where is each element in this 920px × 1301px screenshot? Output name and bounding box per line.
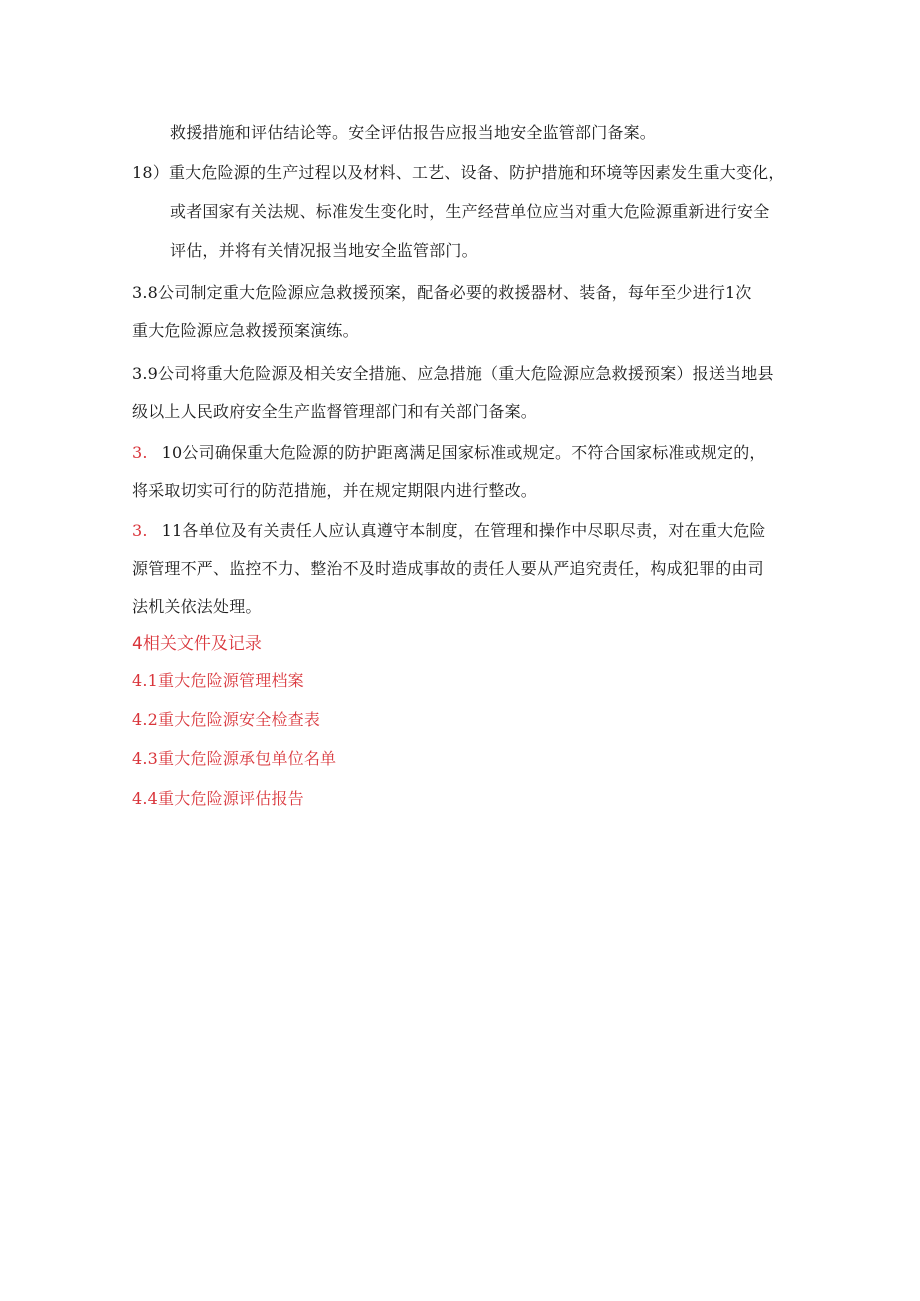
clause-3-11-line1 bbox=[132, 520, 766, 542]
clause-3-10-text: 10公司确保重大危险源的防护距离满足国家标准或规定。不符合国家标准或规定的， bbox=[161, 443, 766, 462]
clause-3-9-line1: 3.9公司将重大危险源及相关安全措施、应急措施（重大危险源应急救援预案）报送当地县 bbox=[132, 364, 774, 383]
section-4-item-4: 4.4重大危险源评估报告 bbox=[132, 789, 304, 808]
clause-3-10-number: 3. bbox=[132, 443, 148, 462]
section-4-item-2: 4.2重大危险源安全检查表 bbox=[132, 710, 321, 729]
clause-3-10-line2: 将采取切实可行的防范措施，并在规定期限内进行整改。 bbox=[132, 481, 538, 500]
clause-3-11-text: 11各单位及有关责任人应认真遵守本制度，在管理和操作中尽职尽责，对在重大危险 bbox=[161, 521, 766, 540]
section-4-item-1: 4.1重大危险源管理档案 bbox=[132, 671, 304, 690]
clause-3-8-line2: 重大危险源应急救援预案演练。 bbox=[132, 321, 359, 340]
clause-3-11-line2: 源管理不严、监控不力、整治不及时造成事故的责任人要从严追究责任，构成犯罪的由司 bbox=[132, 559, 764, 578]
item18-line2: 或者国家有关法规、标准发生变化时，生产经营单位应当对重大危险源重新进行安全 bbox=[170, 202, 770, 221]
section-4-item-3: 4.3重大危险源承包单位名单 bbox=[132, 749, 337, 768]
clause-3-11-line3: 法机关依法处理。 bbox=[132, 597, 262, 616]
clause-3-9-line2: 级以上人民政府安全生产监督管理部门和有关部门备案。 bbox=[132, 402, 538, 421]
item17-tail-text: 救援措施和评估结论等。安全评估报告应报当地安全监管部门备案。 bbox=[170, 123, 657, 142]
item18-line1: 18）重大危险源的生产过程以及材料、工艺、设备、防护措施和环境等因素发生重大变化， bbox=[132, 163, 785, 182]
clause-3-10-line1 bbox=[132, 442, 766, 464]
clause-3-8-line1: 3.8公司制定重大危险源应急救援预案，配备必要的救援器材、装备，每年至少进行1次 bbox=[132, 283, 752, 302]
section-4-heading: 4相关文件及记录 bbox=[132, 634, 262, 654]
clause-3-11-number: 3. bbox=[132, 521, 148, 540]
item18-line3: 评估，并将有关情况报当地安全监管部门。 bbox=[170, 241, 478, 260]
